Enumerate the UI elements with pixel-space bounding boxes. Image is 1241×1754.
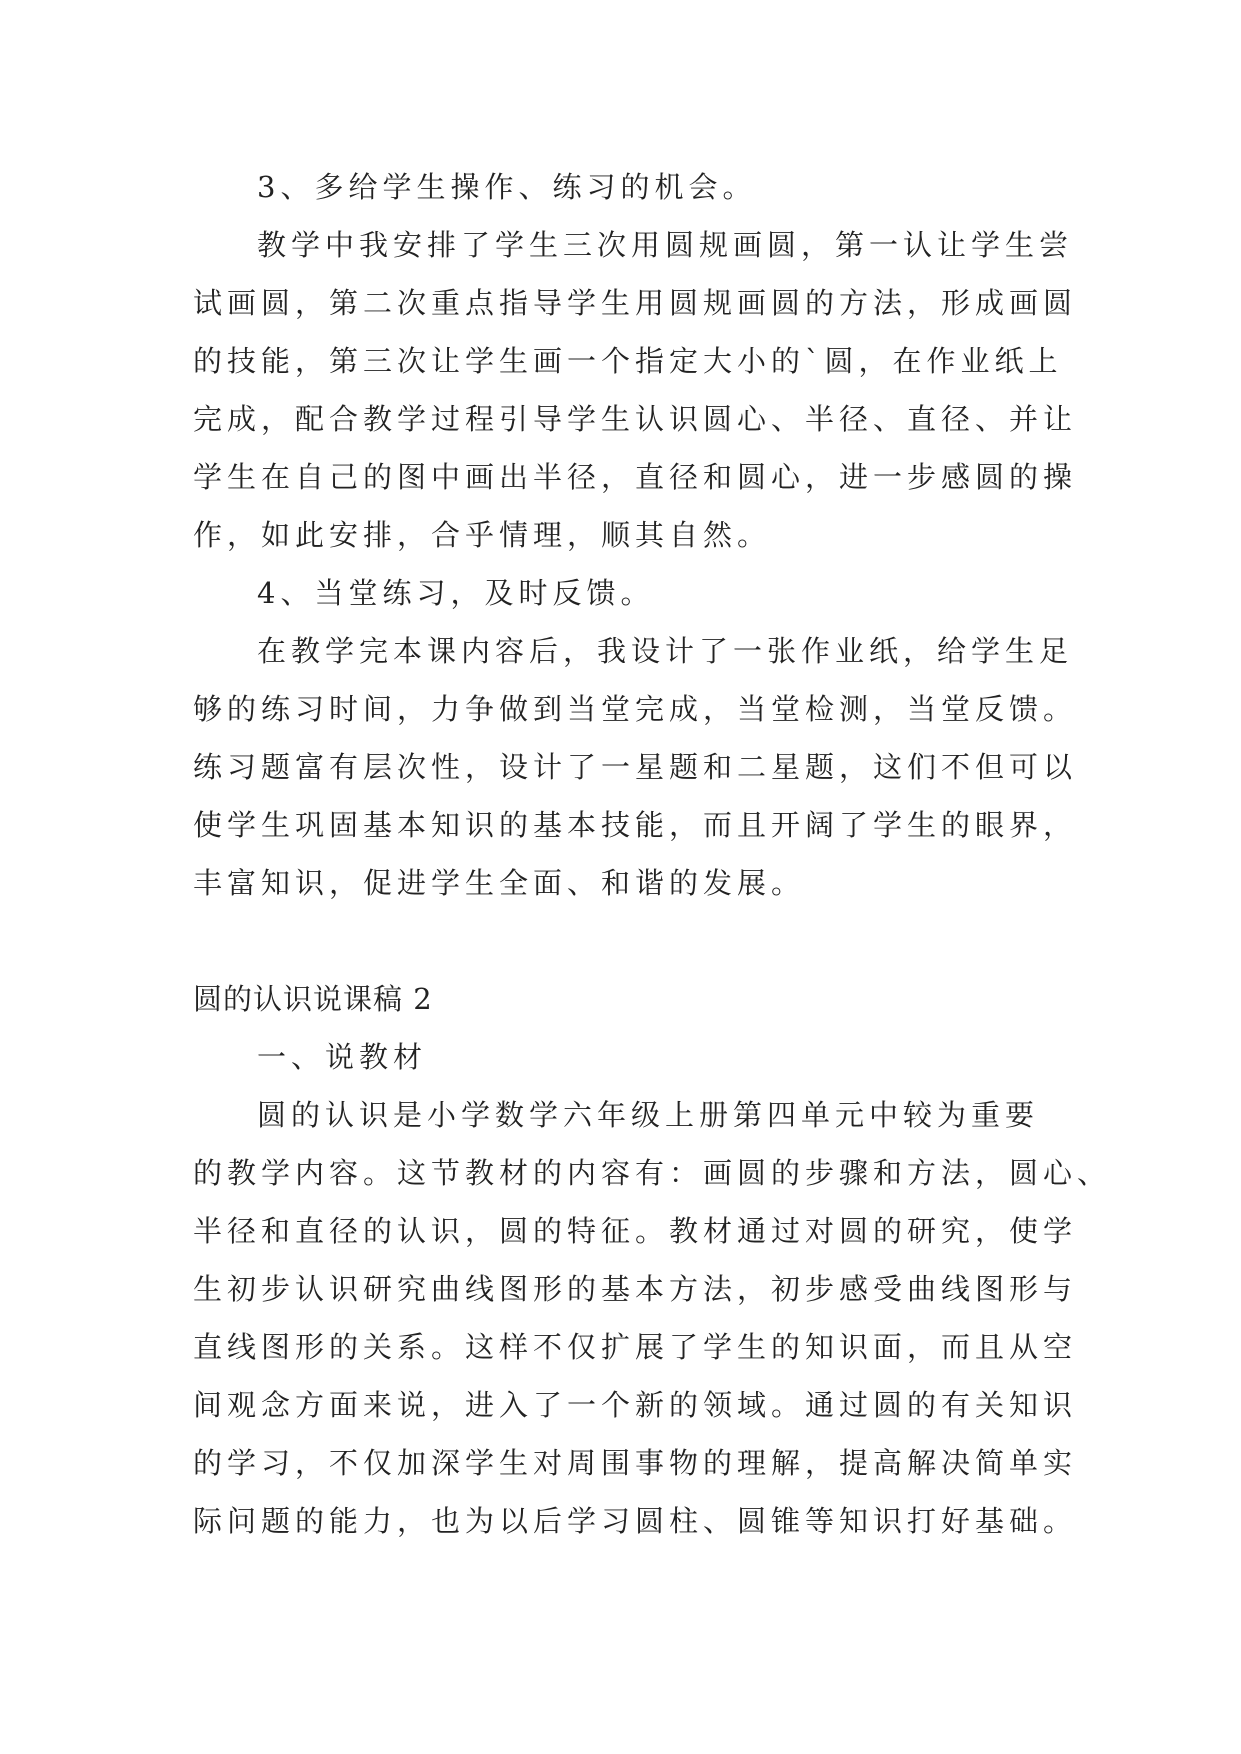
paragraph-line: 际问题的能力，也为以后学习圆柱、圆锥等知识打好基础。	[193, 1504, 1078, 1538]
paragraph-line: 学生在自己的图中画出半径，直径和圆心，进一步感圆的操	[193, 460, 1078, 494]
paragraph-line: 圆的认识是小学数学六年级上册第四单元中较为重要	[257, 1098, 1040, 1132]
section1-item3-title: 3、多给学生操作、练习的机会。	[257, 170, 757, 204]
paragraph-line: 使学生巩固基本知识的基本技能，而且开阔了学生的眼界，	[193, 808, 1078, 842]
paragraph-line: 试画圆，第二次重点指导学生用圆规画圆的方法，形成画圆	[193, 286, 1078, 320]
section1-item4-title: 4、当堂练习，及时反馈。	[257, 576, 655, 610]
paragraph-line: 生初步认识研究曲线图形的基本方法，初步感受曲线图形与	[193, 1272, 1078, 1306]
paragraph-line: 间观念方面来说，进入了一个新的领域。通过圆的有关知识	[193, 1388, 1078, 1422]
paragraph-line: 完成，配合教学过程引导学生认识圆心、半径、直径、并让	[193, 402, 1078, 436]
paragraph-line: 教学中我安排了学生三次用圆规画圆，第一认让学生尝	[257, 228, 1074, 262]
paragraph-line: 作，如此安排，合乎情理，顺其自然。	[193, 518, 772, 552]
paragraph-line: 的技能，第三次让学生画一个指定大小的`圆，在作业纸上	[193, 344, 1063, 378]
paragraph-line: 够的练习时间，力争做到当堂完成，当堂检测，当堂反馈。	[193, 692, 1078, 726]
document-body	[193, 158, 1112, 1550]
paragraph-line: 在教学完本课内容后，我设计了一张作业纸，给学生足	[257, 634, 1074, 668]
paragraph-line: 练习题富有层次性，设计了一星题和二星题，这们不但可以	[193, 750, 1078, 784]
section2-heading: 圆的认识说课稿 2	[193, 982, 433, 1016]
paragraph-line: 的教学内容。这节教材的内容有：画圆的步骤和方法，圆心、	[193, 1156, 1112, 1190]
paragraph-line: 丰富知识，促进学生全面、和谐的发展。	[193, 866, 806, 900]
paragraph-line: 半径和直径的认识，圆的特征。教材通过对圆的研究，使学	[193, 1214, 1078, 1248]
paragraph-line: 直线图形的关系。这样不仅扩展了学生的知识面，而且从空	[193, 1330, 1078, 1364]
paragraph-line: 的学习，不仅加深学生对周围事物的理解，提高解决简单实	[193, 1446, 1078, 1480]
section2-subheading: 一、说教材	[257, 1040, 428, 1074]
